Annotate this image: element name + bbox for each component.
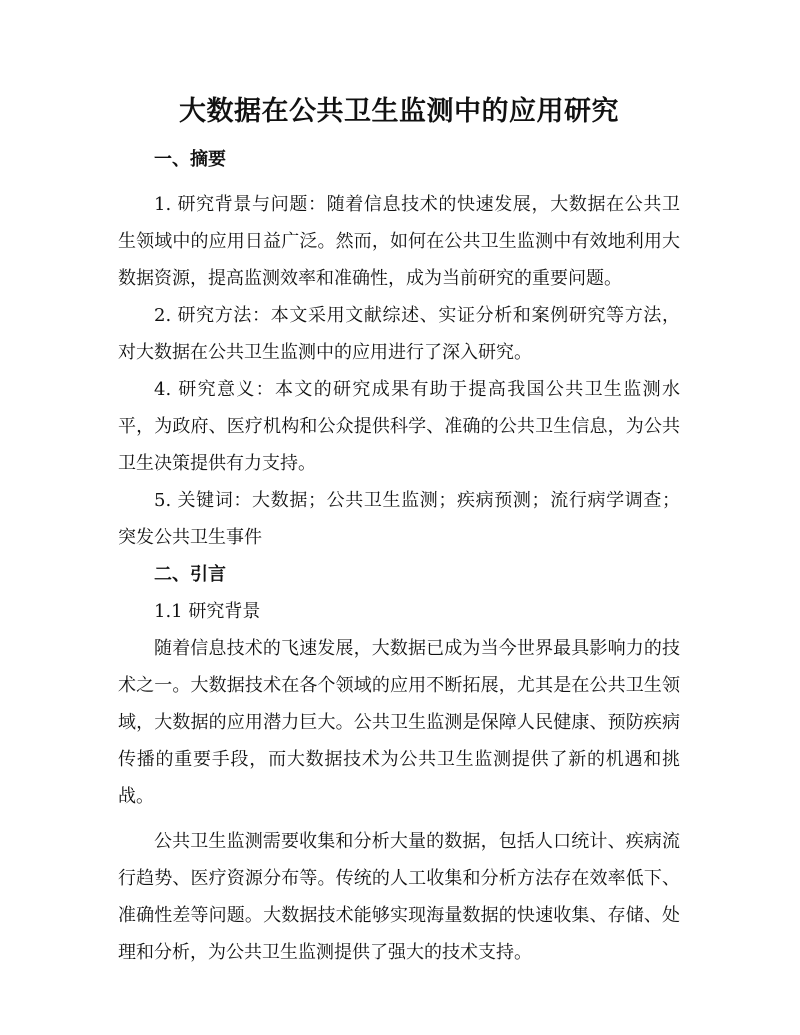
abstract-item-2: 2. 研究方法：本文采用文献综述、实证分析和案例研究等方法，对大数据在公共卫生监测中的应用进行了深入研究。 [118, 305, 680, 363]
intro-subheading: 1.1 研究背景 [154, 601, 261, 622]
intro-paragraph-2: 公共卫生监测需要收集和分析大量的数据，包括人口统计、疾病流行趋势、医疗资源分布等。传统的人工收集和分析方法存在效率低下、准确性差等问题。大数据技术能够实现海量数据的快速收集、存储、处理和分析，为公共卫生监测提供了强大的技术支持。 [118, 831, 680, 963]
abstract-item-1: 1. 研究背景与问题：随着信息技术的快速发展，大数据在公共卫生领域中的应用日益广泛。然而，如何在公共卫生监测中有效地利用大数据资源，提高监测效率和准确性，成为当前研究的重要问题。 [118, 194, 680, 289]
abstract-item-5: 5. 关键词：大数据；公共卫生监测；疾病预测；流行病学调查；突发公共卫生事件 [118, 490, 680, 548]
intro-heading: 二、引言 [154, 564, 226, 585]
document-title: 大数据在公共卫生监测中的应用研究 [179, 96, 619, 127]
intro-paragraph-1: 随着信息技术的飞速发展，大数据已成为当今世界最具影响力的技术之一。大数据技术在各个领域的应用不断拓展，尤其是在公共卫生领域，大数据的应用潜力巨大。公共卫生监测是保障人民健康、预防疾病传播的重要手段，而大数据技术为公共卫生监测提供了新的机遇和挑战。 [118, 638, 680, 807]
abstract-item-4: 4. 研究意义：本文的研究成果有助于提高我国公共卫生监测水平，为政府、医疗机构和公众提供科学、准确的公共卫生信息，为公共卫生决策提供有力支持。 [118, 379, 680, 474]
abstract-heading: 一、摘要 [154, 149, 226, 170]
